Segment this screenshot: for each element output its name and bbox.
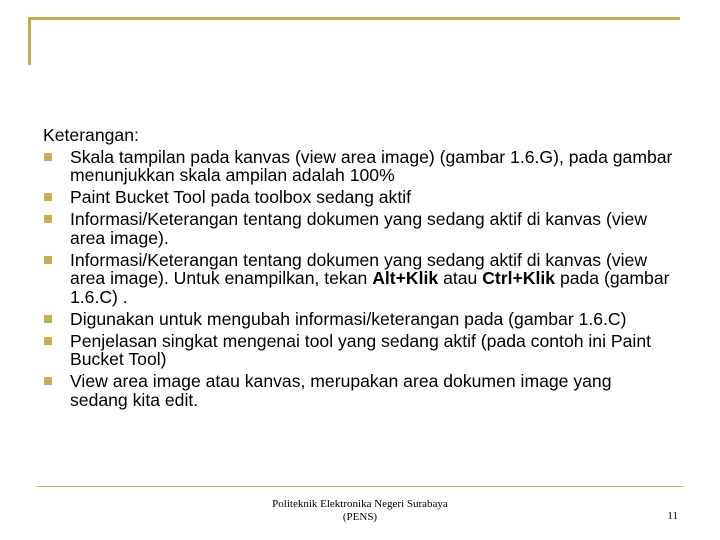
- decorative-frame-top-line: [30, 17, 680, 20]
- bullet-text: Skala tampilan pada kanvas (view area image) (gambar 1.6.G), pada gambar menunjukkan skala ampilan adalah 100%: [70, 146, 673, 186]
- square-bullet-icon: [44, 337, 52, 345]
- square-bullet-icon: [44, 193, 52, 201]
- bullet-item-view-area: [43, 372, 673, 409]
- square-bullet-icon: [44, 215, 52, 223]
- square-bullet-icon: [44, 256, 52, 264]
- footer-institution-abbrev: (PENS): [342, 511, 378, 523]
- bullet-item-change-info: [43, 310, 673, 329]
- bullet-item-tool-description: [43, 332, 673, 369]
- footer-divider: [37, 486, 683, 487]
- slide-heading: Keterangan:: [43, 125, 139, 145]
- bullet-item-paint-bucket: [43, 188, 673, 207]
- footer-institution: [200, 498, 520, 524]
- square-bullet-icon: [44, 153, 52, 161]
- bullet-list: [43, 148, 673, 410]
- bullet-text: View area image atau kanvas, merupakan area dokumen image yang sedang kita edit.: [70, 371, 612, 411]
- footer-institution-name: Politeknik Elektronika Negeri Surabaya: [272, 498, 448, 510]
- decorative-frame-left-line: [28, 17, 31, 65]
- bullet-item-document-info-shortcut: [43, 251, 673, 307]
- bullet-text-part: pada (gambar 1.6.C) .: [70, 268, 670, 307]
- bullet-shortcut-alt-click: Alt+Klik: [372, 268, 439, 289]
- slide-content: [43, 126, 673, 413]
- bullet-text: Digunakan untuk mengubah informasi/keterangan pada (gambar 1.6.C): [70, 308, 627, 329]
- bullet-text-part: Informasi/Keterangan tentang dokumen yang sedang aktif di kanvas (view area image). Untuk enampilkan, tekan: [70, 249, 648, 289]
- bullet-item-scale: [43, 148, 673, 185]
- square-bullet-icon: [44, 315, 52, 323]
- page-number: 11: [667, 510, 678, 522]
- square-bullet-icon: [44, 377, 52, 385]
- bullet-shortcut-ctrl-click: Ctrl+Klik: [482, 268, 556, 289]
- bullet-text-part: atau: [438, 268, 483, 289]
- bullet-text: Paint Bucket Tool pada toolbox sedang aktif: [70, 187, 412, 208]
- bullet-text: Penjelasan singkat mengenai tool yang sedang aktif (pada contoh ini Paint Bucket Tool): [70, 330, 651, 370]
- bullet-item-document-info: [43, 210, 673, 247]
- bullet-text: Informasi/Keterangan tentang dokumen yang sedang aktif di kanvas (view area image).: [70, 209, 648, 248]
